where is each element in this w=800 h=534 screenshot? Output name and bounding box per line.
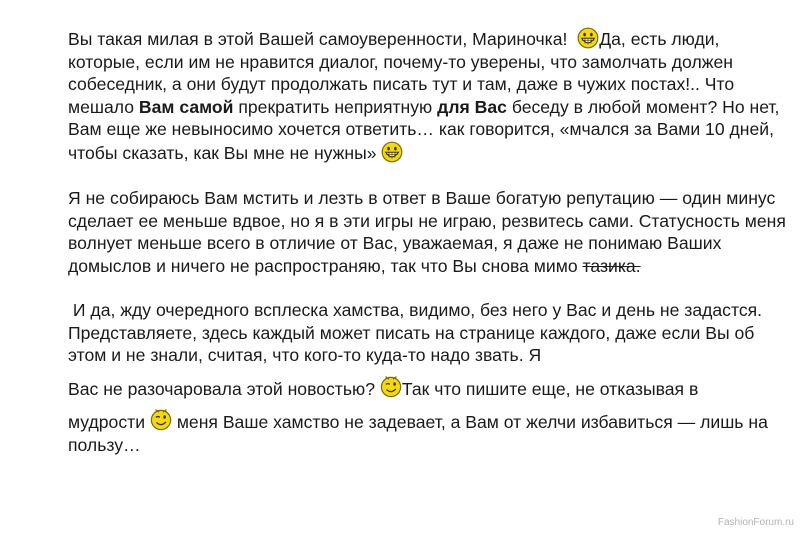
text-span: прекратить неприятную [238,96,433,117]
bold-text: Вам самой [138,96,234,117]
text-span: беседу в любой момент? Но нет, Вам еще же невыносимо хочется ответить… как говорится, «мчался за Вами 10 дней, чтобы сказать, как Вы мне не нужны» [68,96,780,163]
paragraph-3 [68,299,793,456]
wink-smiley-icon [380,373,402,399]
text-span: меня Ваше хамство не задевает, а Вам от желчи избавиться — лишь на пользу… [68,412,768,455]
text-span: Вас не разочаровала этой новостью? [68,378,376,399]
bold-text: для Вас [437,96,507,117]
grin-smiley-icon [381,141,403,163]
paragraph-1 [68,27,793,164]
text-span: Вы такая милая в этой Вашей самоуверенности, Мариночка! [68,29,568,49]
line-spacer [68,400,793,406]
grin-smiley-icon [577,27,599,49]
text-span: Да, есть люди, которые, если им не нравится диалог, почему-то уверены, что замолчать должен собеседник, а они будут продолжать писать тут и там, даже в чужих постах!.. Что мешало [68,29,735,117]
site-watermark: FashionForum.ru [717,517,794,528]
line-spacer [68,367,793,373]
paragraph-2 [68,187,793,277]
text-span: Так что пишите еще, не отказывая в [401,378,699,399]
text-span: Я не собираюсь Вам мстить и лезть в ответ в Ваше богатую репутацию — один минус сделает ее меньше вдвое, но я в эти игры не играю, резвитесь сами. Статусность меня волнует меньше всего в отличие от Вас, уважаемая, я даже не понимаю Ваших домыслов и ничего не распространяю, так что Вы снова мимо [68,188,786,276]
text-span: мудрости [68,412,146,432]
wink-smiley-icon [150,406,172,432]
forum-post-body [68,27,793,456]
strikethrough-text: тазика. [582,255,641,276]
text-span: И да, жду очередного всплеска хамства, видимо, без него у Вас и день не задастся. Представляете, здесь каждый может писать на странице каждого, даже если Вы об этом и не знали, считая, что кого-то куда-то надо звать. Я [68,300,763,365]
